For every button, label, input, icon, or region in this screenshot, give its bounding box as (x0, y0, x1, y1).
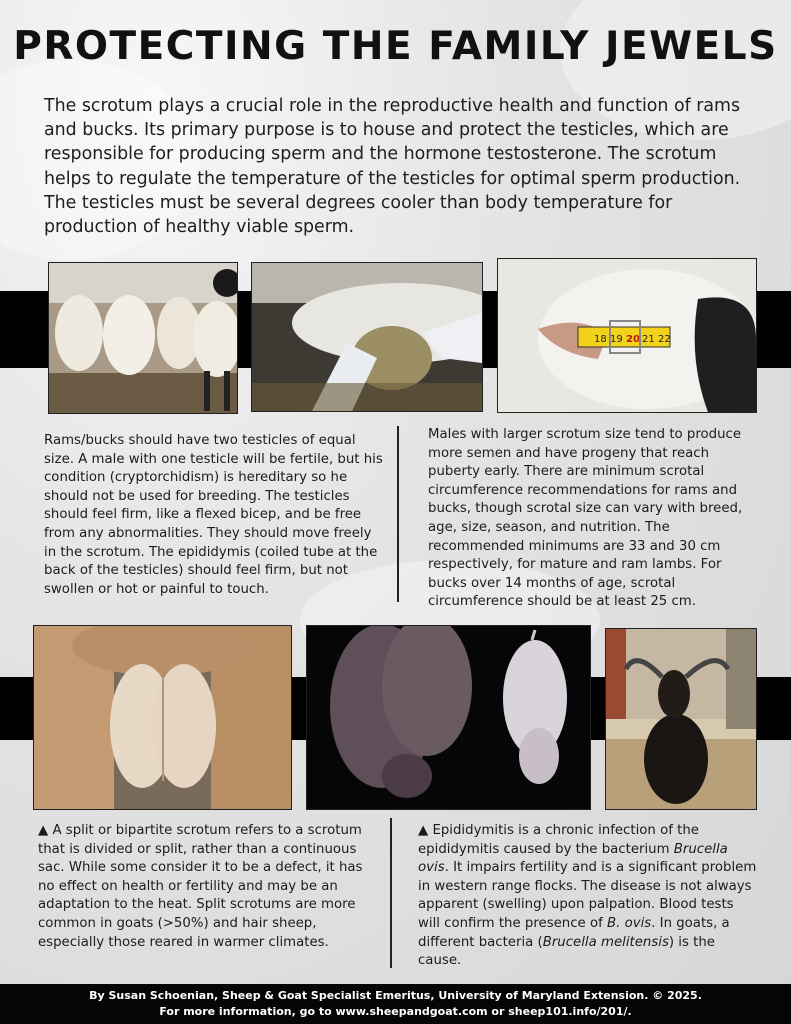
italic-term: Brucella ovis (418, 841, 728, 876)
tape-number: 21 (642, 334, 655, 345)
text-segment: ) is the cause. (418, 934, 715, 969)
tape-number: 18 (594, 334, 607, 345)
italic-term: B. ovis (607, 915, 652, 931)
footer-credit: By Susan Schoenian, Sheep & Goat Specialist Emeritus, University of Maryland Extension. © 2025. (89, 989, 702, 1002)
section2-left-text: ▲ A split or bipartite scrotum refers to a scrotum that is divided or split, rather than a continuous sac. While some consider it to be a defect, it has no effect on health or fertility and may be an adaptation to the heat. Split scrotums are more common in goats (>50%) and hair sheep, especially those reared in warmer climates. (38, 823, 363, 950)
text-segment: . In goats, a different bacteria ( (418, 915, 730, 950)
photo-black-goat (605, 628, 757, 810)
section1-left-text: Rams/bucks should have two testicles of equal size. A male with one testicle will be fertile, but his condition (cryptorchidism) is hereditary so he should not be used for breeding. The testicles should feel firm, like a flexed bicep, and be free from any abnormalities. They should move freely in the scrotum. The epididymis (coiled tube at the back of the testicles) should feel firm, but not swollen or hot or painful to touch. (44, 433, 383, 597)
intro-paragraph: The scrotum plays a crucial role in the reproductive health and function of rams and bucks. Its primary purpose is to house and protect the testicles, which are responsible for producing sperm and the hormone testosterone. The scrotum helps to regulate the temperature of the testicles for optimal sperm production. The testicles must be several degrees cooler than body temperature for production of healthy viable sperm. (44, 96, 741, 238)
footer-links: For more information, go to www.sheepandgoat.com or sheep101.info/201/. (159, 1005, 632, 1018)
photo-split-scrotum-goat (33, 625, 292, 810)
column-divider (397, 426, 399, 602)
text-segment: ▲ Epididymitis is a chronic infection of the epididymitis caused by the bacterium (418, 823, 699, 857)
column-divider (390, 818, 392, 968)
section1-right-text: Males with larger scrotum size tend to produce more semen and have progeny that reach puberty early. There are minimum scrotal circumference recommendations for rams and bucks, though scrotal size can vary with breed, age, size, season, and nutrition. The recommended minimums are 33 and 30 cm respectively, for mature and ram lambs. For bucks over 14 months of age, scrotal circumference should be at least 25 cm. (428, 427, 743, 610)
footer (0, 984, 791, 1024)
page-title: PROTECTING THE FAMILY JEWELS (13, 24, 778, 69)
italic-term: Brucella melitensis (542, 934, 669, 950)
photo-scrotal-tape-measure (497, 258, 757, 413)
tape-number: 20 (626, 334, 640, 345)
tape-number: 19 (610, 334, 623, 345)
photo-testicles-epididymitis (306, 625, 591, 810)
text-segment: . It impairs fertility and is a significant problem in western range flocks. The disease is not always apparent (swelling) upon palpation. Blood tests will confirm the presence of (418, 860, 757, 931)
photo-palpation-gloved-hands (251, 262, 483, 412)
tape-number: 22 (658, 334, 671, 345)
section2-right-text (418, 822, 758, 971)
photo-sheep-rear-view (48, 262, 238, 414)
